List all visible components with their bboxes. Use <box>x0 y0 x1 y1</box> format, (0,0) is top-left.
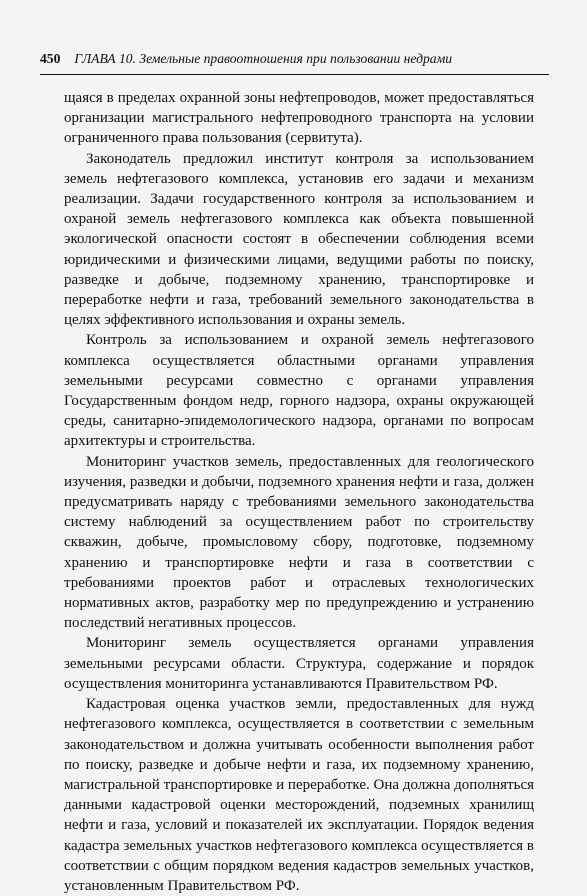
paragraph-5: Мониторинг земель осуществляется органами управления земельными ресурсами области. Структура, содержание и порядок осуществления мониторинга устанавливаются Правительством РФ. <box>64 635 534 692</box>
paragraph-1: щаяся в пределах охранной зоны нефтепроводов, может предоставляться организации магистрального нефтепроводного транспорта на условии ограниченного права пользования (сервитута). <box>64 90 534 147</box>
running-title: ГЛАВА 10. Земельные правоотношения при пользовании недрами <box>74 51 453 66</box>
paragraph-3: Контроль за использованием и охраной земель нефтегазового комплекса осуществляется областными органами управления земельными ресурсами совместно с органами управления Государственным фондом недр, горного надзора, охраны окружающей среды, санитарно-эпидемологического надзора, органами по вопросам архитектуры и строительства. <box>64 332 534 450</box>
running-header <box>40 44 549 75</box>
paragraph-6: Кадастровая оценка участков земли, предоставленных для нужд нефтегазового комплекса, осуществляется в соответствии с земельным законодательством и должна учитывать особенности выполнения работ по поиску, разведке и добыче нефти и газа, их подземному хранению, магистральной транспортировке и переработке. Она должна дополняться данными кадастровой оценки месторождений, подземных хранилищ нефти и газа, условий и показателей их эксплуатации. Порядок ведения кадастра земельных участков нефтегазового комплекса осуществляется в соответствии с общим порядком ведения кадастров земельных участков, установленным Правительством РФ. <box>64 696 534 894</box>
page-body <box>64 88 534 896</box>
paragraph-2: Законодатель предложил институт контроля за использованием земель нефтегазового комплекса, установив его задачи и механизм реализации. Задачи государственного контроля за использованием и охраной земель нефтегазового комплекса как объекта повышенной экологической опасности состоят в обеспечении соблюдения всеми юридическими и физическими лицами, ведущими работы по поиску, разведке и добыче, подземному хранению, транспортировке и переработке нефти и газа, требований земельного законодательства в целях эффективного использования и охраны земель. <box>64 150 534 329</box>
page-number: 450 <box>40 51 61 66</box>
paragraph-4: Мониторинг участков земель, предоставленных для геологического изучения, разведки и добычи, подземного хранения нефти и газа, должен предусматривать наряду с требованиями земельного законодательства систему наблюдений за осуществлением работ по строительству скважин, добыче, промысловому сбору, подготовке, подземному хранению и транспортировке нефти и газа в соответствии с требованиями проектов работ и отраслевых технологических нормативных актов, разработку мер по предупреждению и устранению последствий негативных процессов. <box>64 453 534 632</box>
